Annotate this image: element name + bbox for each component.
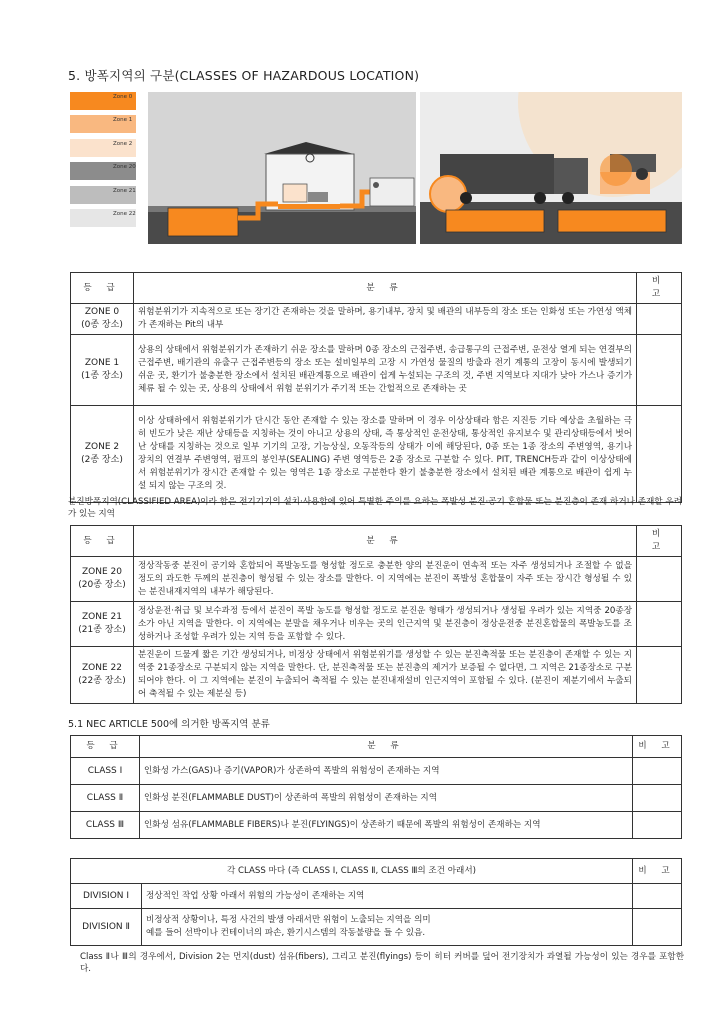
header-grade: 등 급	[71, 526, 134, 557]
classification-cell: 인화성 분진(FLAMMABLE DUST)이 상존하여 폭발의 위험성이 존재하는 지역	[140, 785, 633, 812]
note-cell	[633, 758, 682, 785]
table-row	[71, 602, 682, 647]
legend-label-zone21: Zone 21	[113, 188, 136, 194]
grade-zone: ZONE 22	[82, 663, 122, 673]
legend-label-zone22: Zone 22	[113, 211, 136, 217]
legend-label-zone1: Zone 1	[113, 117, 133, 123]
grade-cell: DIVISION Ⅱ	[71, 909, 142, 946]
note-cell	[637, 557, 682, 602]
header-class: 분 류	[134, 273, 637, 304]
table-row	[71, 785, 682, 812]
header-class: 분 류	[134, 526, 637, 557]
note-cell	[637, 602, 682, 647]
table-row	[71, 909, 682, 946]
table-header-row	[71, 273, 682, 304]
building-scene	[148, 92, 416, 244]
classification-cell	[142, 884, 633, 909]
note-cell	[633, 909, 682, 946]
table-row	[71, 557, 682, 602]
table-row	[71, 812, 682, 839]
grade-cell: DIVISION Ⅰ	[71, 884, 142, 909]
dust-zone-table	[70, 525, 682, 704]
header-grade: 등 급	[71, 736, 140, 758]
note-cell	[637, 304, 682, 335]
division-table	[70, 858, 682, 946]
table-row	[71, 884, 682, 909]
grade-cell	[71, 406, 134, 503]
header-note: 비 고	[637, 526, 682, 557]
table-header-row	[71, 736, 682, 758]
grade-cell: CLASS Ⅰ	[71, 758, 140, 785]
legend-label-zone20: Zone 20	[113, 164, 136, 170]
grade-place: (1종 장소)	[81, 371, 123, 381]
note-cell	[633, 812, 682, 839]
classification-cell	[142, 909, 633, 946]
grade-cell	[71, 304, 134, 335]
grade-zone: ZONE 2	[84, 442, 120, 452]
legend-label-zone2: Zone 2	[113, 141, 133, 147]
grade-place: (0종 장소)	[81, 320, 123, 330]
grade-place: (21종 장소)	[78, 625, 126, 635]
footer-note: Class Ⅱ나 Ⅲ의 경우에서, Division 2는 먼지(dust) 섬유(fibers), 그리고 분진(flyings) 등이 히터 커버를 덮어 전기장치가 과열될 가능성이 있는 경우를 포함한다.	[80, 952, 684, 974]
grade-place: (2종 장소)	[81, 455, 123, 465]
grade-zone: ZONE 20	[82, 567, 122, 577]
division-example: 예를 들어 선박이나 컨테이너의 파손, 환기시스템의 작동불량을 들 수 있음.	[146, 928, 426, 938]
header-class: 분 류	[140, 736, 633, 758]
classification-cell: 상용의 상태에서 위험분위기가 존재하기 쉬운 장소를 말하며 0종 장소의 근접주변, 송급통구의 근접주변, 운전상 열게 되는 연결부의 근접주변, 배기관의 유출구 근접주변등의 장소 또는 설비일부의 고장 시 가연성 물질의 방출과 전기 계통의 고장이 동시에 발생되기 쉬운 곳, 환기가 불충분한 장소에서 설치된 배관계통으로 배관이 쉽게 누설되는 구조의 것, 주변 지역보다 지대가 낮아 가스나 증기가 체류 될 수 있는 곳, 상용의 상태에서 위험 분위기가 주기적 또는 간헐적으로 존재하는 곳	[134, 335, 637, 406]
header-note: 비 고	[637, 273, 682, 304]
grade-cell: CLASS Ⅱ	[71, 785, 140, 812]
legend-label-zone0: Zone 0	[113, 94, 133, 100]
nec-class-table	[70, 735, 682, 839]
header-division-condition: 각 CLASS 마다 (즉 CLASS Ⅰ, CLASS Ⅱ, CLASS Ⅲ의 조건 아래서)	[71, 859, 633, 884]
grade-cell	[71, 557, 134, 602]
table-row	[71, 335, 682, 406]
classification-cell: 이상 상태하에서 위험분위기가 단시간 동안 존재할 수 있는 장소를 말하며 이 경우 이상상태라 함은 지진등 기타 예상을 초월하는 극히 빈도가 낮은 재난 상태등을 지칭하는 것이 아니고 상용의 상태, 즉 통상적인 운전상태, 통상적인 유지보수 및 관리상태등에서 벗어난 상태를 지칭하는 것으로 일부 기기의 고장, 기능상실, 오동작등의 상태가 이에 해당된다, 0종 또는 1종 장소의 주변영역, 용기나 장치의 연결부 주변영역, 펌프의 봉인부(SEALING) 주변 영역등은 2종 장소로 구분할 수 있다. PIT, TRENCH등과 같이 이상상태에서 위험분위기가 장시간 존재할 수 있는 영역은 1종 장소로 구분한다 환기 불충분한 장소에서 설치된 배관 계통으로 배관이 쉽게 누설 되지 않는 구조의 것.	[134, 406, 637, 503]
table-header-row	[71, 859, 682, 884]
grade-cell	[71, 647, 134, 704]
grade-place: (22종 장소)	[78, 676, 126, 686]
table-row	[71, 304, 682, 335]
header-grade: 등 급	[71, 273, 134, 304]
division-desc: 비정상적 상황이나, 특정 사건의 발생 아래서만 위험이 노출되는 지역을 의미	[146, 915, 431, 925]
table-row	[71, 647, 682, 704]
note-cell	[637, 335, 682, 406]
note-cell	[637, 406, 682, 503]
nec-section-title: 5.1 NEC ARTICLE 500에 의거한 방폭지역 분류	[68, 719, 270, 730]
classification-cell: 정상작동중 분진이 공기와 혼합되어 폭발농도를 형성할 정도로 충분한 양의 분진운이 연속적 또는 자주 생성되거나 조절할 수 없을 정도의 과도한 두께의 분진층이 형성될 수 있는 장소를 말한다. 이 지역에는 분진이 폭발성 혼합물이 자주 또는 장시간 형성될 수 있는 분진내재지역의 내부가 해당된다.	[134, 557, 637, 602]
table-header-row	[71, 526, 682, 557]
division-desc: 정상적인 작업 상황 아래서 위험의 가능성이 존재하는 지역	[146, 890, 365, 901]
grade-zone: ZONE 21	[82, 612, 122, 622]
grade-zone: ZONE 1	[84, 358, 120, 368]
gas-zone-table	[70, 272, 682, 503]
grade-cell: CLASS Ⅲ	[71, 812, 140, 839]
classification-cell: 위험분위기가 지속적으로 또는 장기간 존재하는 것을 말하며, 용기내부, 장치 및 배관의 내부등의 장소 또는 인화성 또는 가연성 액체가 존재하는 Pit의 내부	[134, 304, 637, 335]
section-title: 5. 방폭지역의 구분(CLASSES OF HAZARDOUS LOCATION)	[68, 68, 420, 83]
classification-cell: 분진운이 드물게 짧은 기간 생성되거나, 비정상 상태에서 위험분위기를 생성할 수 있는 분진축적물 또는 분진층이 존재할 수 있는 지역중 21종장소로 구분되지 않는 지역을 말한다. 단, 분진축적물 또는 분진층의 제거가 보증될 수 없다면, 그 지역은 21종장소로 구분되어야 한다. 이 그 지역에는 분진이 누출되어 축적될 수 있는 분진내재설비 인근지역이 포함될 수 있다. (분진이 제분기에서 누출되어 축적될 수 있는 제분실 등)	[134, 647, 637, 704]
note-cell	[637, 647, 682, 704]
classification-cell: 인화성 섬유(FLAMMABLE FIBERS)나 분진(FLYINGS)이 상존하기 때문에 폭발의 위험성이 존재하는 지역	[140, 812, 633, 839]
header-note: 비 고	[633, 736, 682, 758]
table-row	[71, 758, 682, 785]
grade-cell	[71, 335, 134, 406]
table-row	[71, 406, 682, 503]
classification-cell: 인화성 가스(GAS)나 증기(VAPOR)가 상존하여 폭발의 위험성이 존재하는 지역	[140, 758, 633, 785]
grade-zone: ZONE 0	[84, 307, 120, 317]
grade-place: (20종 장소)	[78, 580, 126, 590]
header-note: 비 고	[633, 859, 682, 884]
dust-area-intro: 분진방폭지역(CLASSIFIED AREA)이라 함은 전기기기의 설치·사용함에 있어 특별한 주의를 요하는 폭발성 분진·공기 혼합물 또는 분진층이 존재 하거나 존재할 우려가 있는 지역	[68, 497, 682, 519]
truck-scene	[420, 92, 682, 244]
classification-cell: 정상운전·취급 및 보수과정 등에서 분진이 폭발 농도를 형성할 정도로 분진운 형태가 생성되거나 생성될 우려가 있는 지역중 20종장소가 아닌 지역을 말한다. 이 지역에는 분말을 채우거나 비우는 곳의 인근지역 및 분진층이 정상운전중 분진혼합물의 폭발농도를 조성하거나 조성할 우려가 있는 지역 등을 포함할 수 있다.	[134, 602, 637, 647]
grade-cell	[71, 602, 134, 647]
hazardous-area-illustration	[68, 92, 682, 244]
note-cell	[633, 884, 682, 909]
note-cell	[633, 785, 682, 812]
